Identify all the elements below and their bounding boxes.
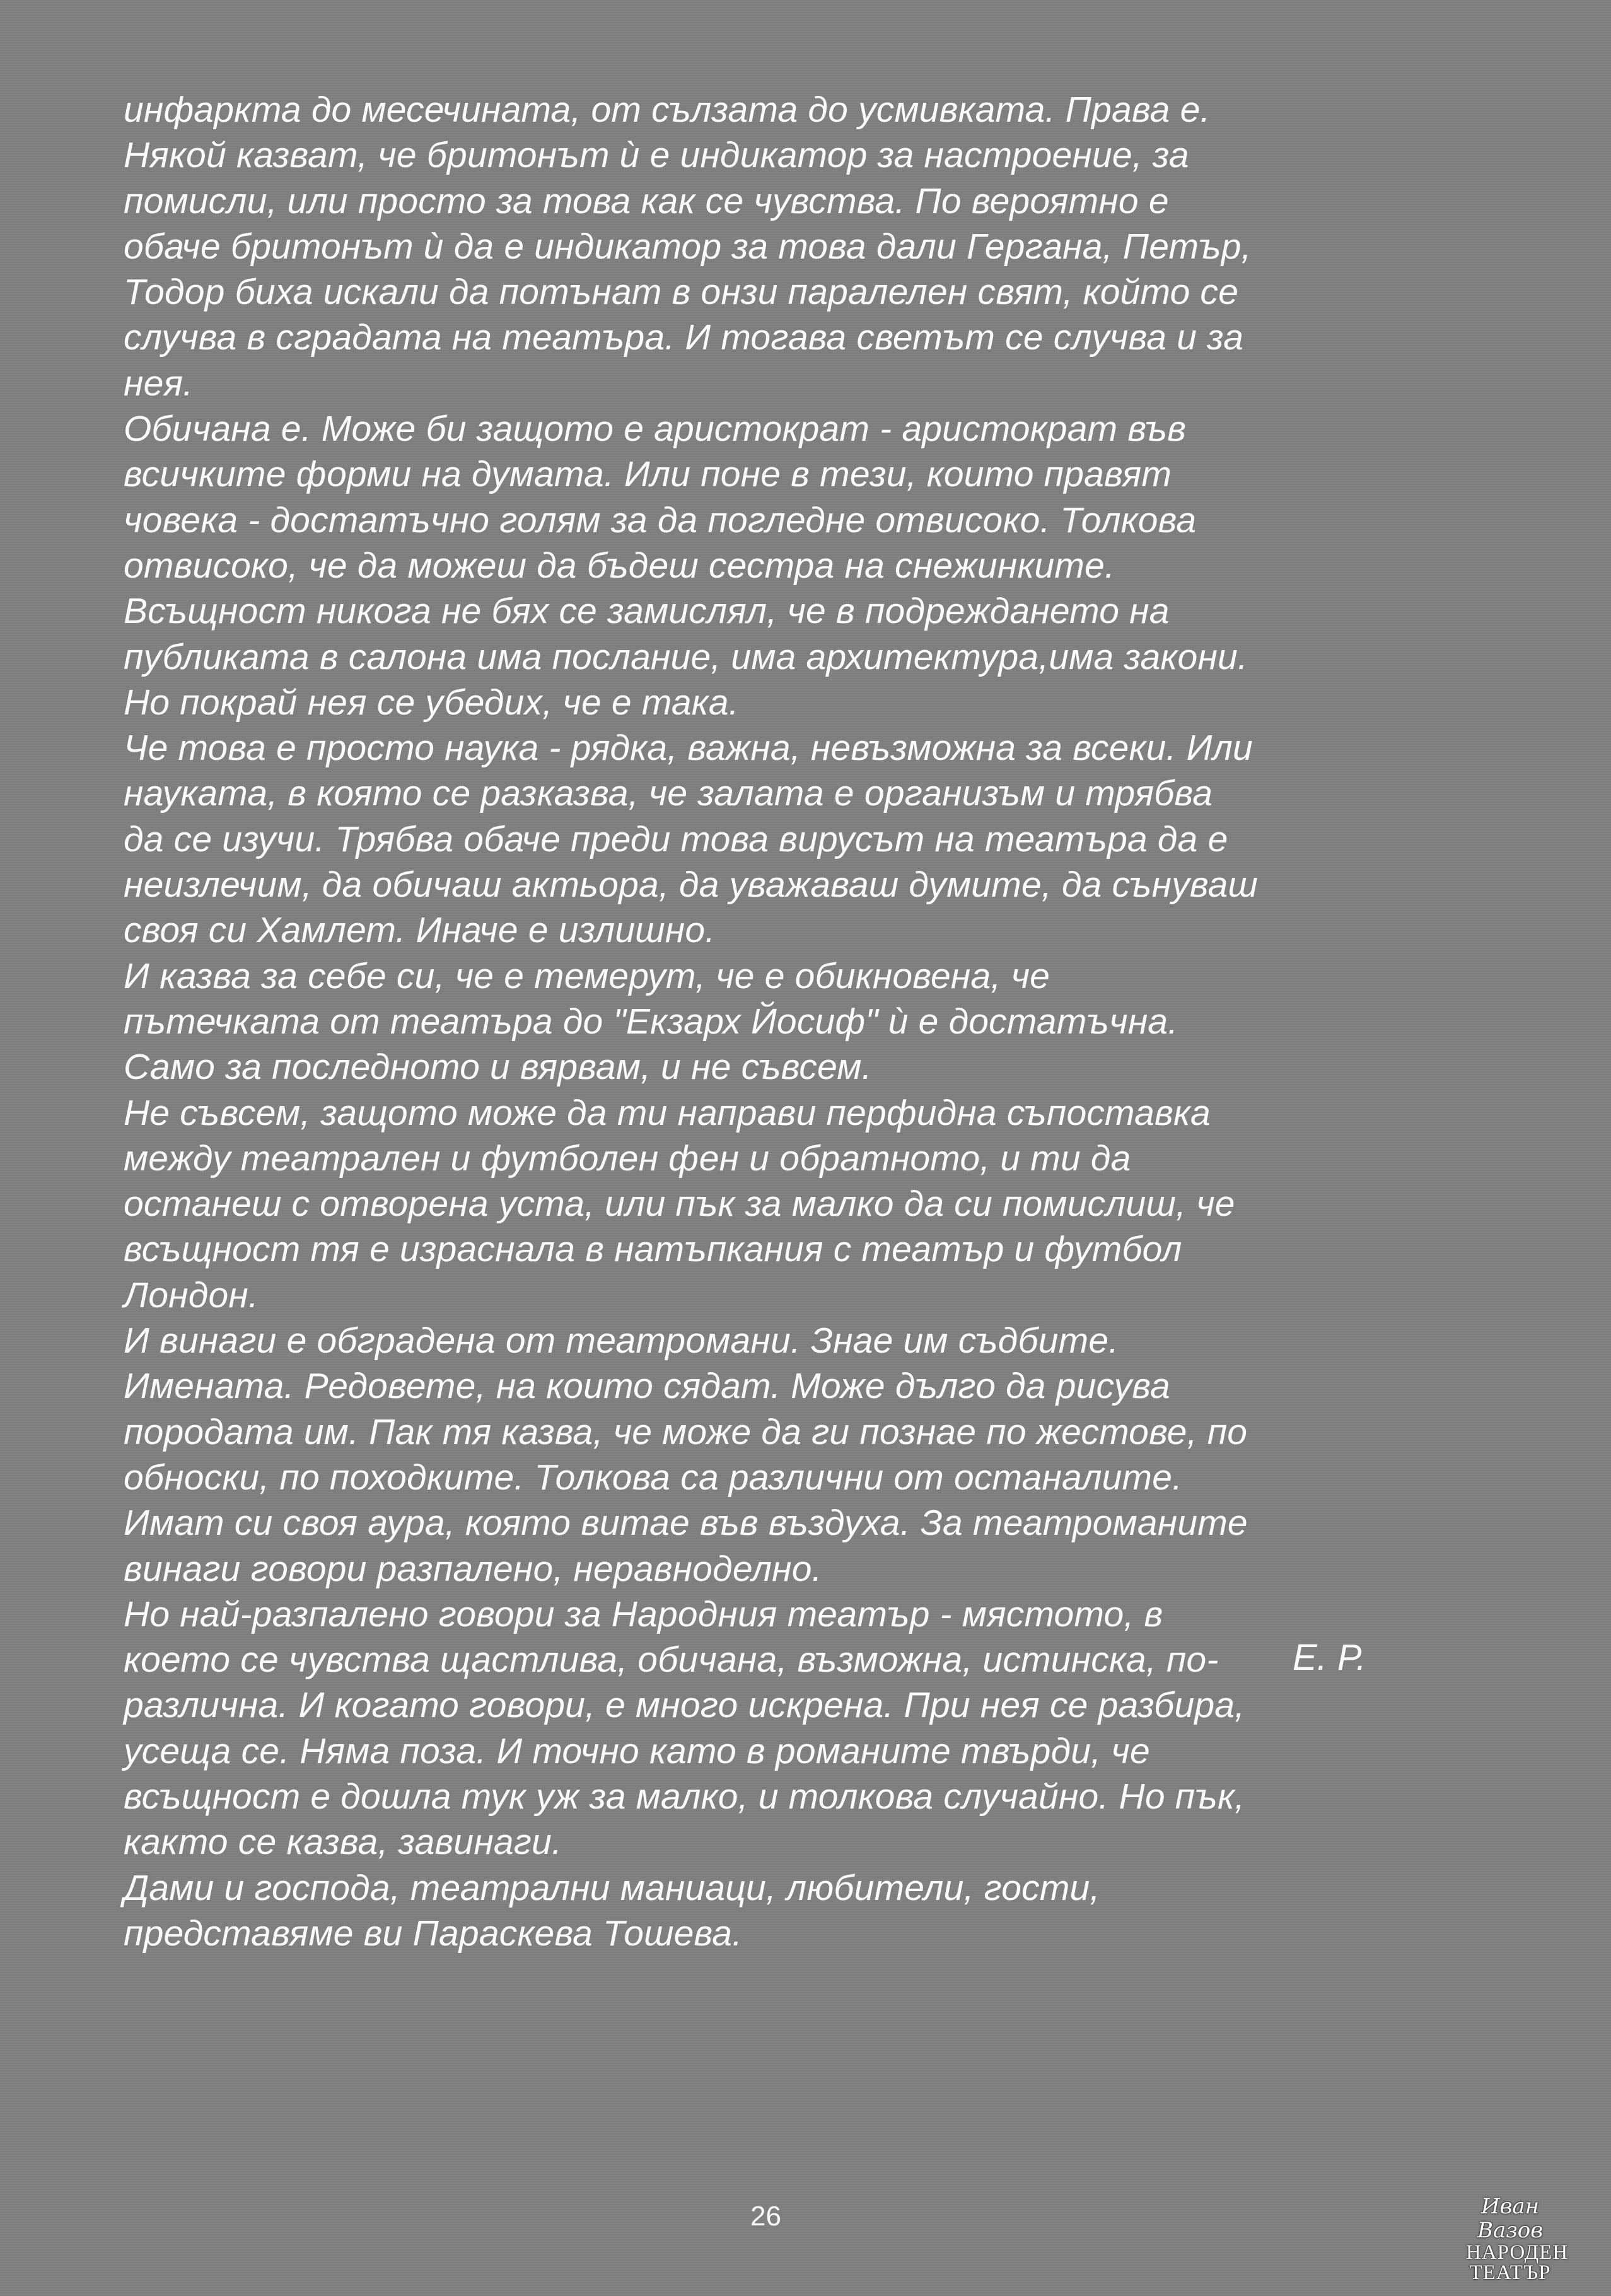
- author-signature: Е. Р.: [1293, 1637, 1366, 1678]
- text-line: Лондон.: [124, 1274, 259, 1315]
- text-line: винаги говори разпалено, неравноделно.: [124, 1548, 822, 1589]
- national-theatre-logo: [1466, 2194, 1569, 2284]
- text-line: Но покрай нея се убедих, че е така.: [124, 682, 739, 723]
- text-line: което се чувства щастлива, обичана, възможна, истинска, по-: [124, 1640, 1219, 1681]
- text-line: както се казва, завинаги.: [124, 1822, 562, 1863]
- text-line: да се изучи. Трябва обаче преди това вирусът на театъра да е: [124, 819, 1228, 860]
- text-line: И казва за себе си, че е темерут, че е обикновена, че: [124, 955, 1050, 996]
- text-line: Имат си своя аура, която витае във въздуха. За театроманите: [124, 1503, 1248, 1544]
- logo-line-1: НАРОДЕН: [1466, 2241, 1569, 2264]
- text-line: Някой казват, че бритонът ѝ е индикатор за настроение, за: [124, 135, 1189, 176]
- article-body: [124, 87, 1448, 1956]
- text-line: породата им. Пак тя казва, че може да ги познае по жестове, по: [124, 1411, 1248, 1452]
- text-line: Имената. Редовете, на които сядат. Може дълго да рисува: [124, 1366, 1170, 1407]
- text-line: случва в сградата на театъра. И тогава светът се случва и за: [124, 317, 1244, 358]
- text-line: Но най-разпалено говори за Народния театър - мястото, в: [124, 1594, 1163, 1635]
- text-line: Обичана е. Може би защото е аристократ - аристократ във: [124, 409, 1187, 450]
- text-line: Само за последното и вярвам, и не съвсем.: [124, 1047, 872, 1088]
- text-line: между театрален и футболен фен и обратното, и ти да: [124, 1138, 1131, 1179]
- text-line: останеш с отворена уста, или пък за малко да си помислиш, че: [124, 1184, 1235, 1225]
- text-line: усеща се. Няма поза. И точно като в романите твърди, че: [124, 1730, 1150, 1771]
- page-number: 26: [750, 2201, 781, 2232]
- text-line: инфаркта до месечината, от сълзата до усмивката. Права е.: [124, 90, 1211, 130]
- text-line: Тодор биха искали да потънат в онзи паралелен свят, който се: [124, 272, 1239, 313]
- text-line: обаче бритонът ѝ да е индикатор за това дали Гергана, Петър,: [124, 226, 1252, 267]
- logo-line-2: ТЕАТЪР: [1469, 2261, 1551, 2284]
- text-line: Че това е просто наука - рядка, важна, невъзможна за всеки. Или: [124, 728, 1253, 769]
- text-line: публиката в салона има послание, има архитектура,има закони.: [124, 636, 1248, 677]
- text-line: пътечката от театъра до "Екзарх Йосиф" ѝ е достатъчна.: [124, 1001, 1178, 1042]
- text-line: помисли, или просто за това как се чувства. По вероятно е: [124, 180, 1169, 221]
- text-line: отвисоко, че да можеш да бъдеш сестра на снежинките.: [124, 545, 1115, 586]
- text-line: всъщност е дошла тук уж за малко, и толкова случайно. Но пък,: [124, 1776, 1245, 1817]
- text-line: всъщност тя е израснала в натъпкания с театър и футбол: [124, 1229, 1182, 1270]
- text-line: И винаги е обградена от театромани. Знае им съдбите.: [124, 1320, 1119, 1361]
- text-line: науката, в която се разказва, че залата е организъм и трябва: [124, 773, 1213, 814]
- text-line: своя си Хамлет. Иначе е излишно.: [124, 910, 716, 951]
- logo-script: Иван Вазов: [1477, 2194, 1544, 2243]
- text-line: Не съвсем, защото може да ти направи перфидна съпоставка: [124, 1092, 1211, 1133]
- text-line: всичките форми на думата. Или поне в тези, които правят: [124, 454, 1172, 495]
- text-line: представяме ви Параскева Тошева.: [124, 1913, 743, 1954]
- text-line: Дами и господа, театрални маниаци, любители, гости,: [124, 1867, 1100, 1908]
- text-line: обноски, по походките. Толкова са различни от останалите.: [124, 1457, 1183, 1498]
- text-line: човека - достатъчно голям за да погледне отвисоко. Толкова: [124, 499, 1197, 540]
- text-line: различна. И когато говори, е много искрена. При нея се разбира,: [124, 1685, 1245, 1726]
- text-line: Всъщност никога не бях се замислял, че в подреждането на: [124, 591, 1170, 632]
- text-line: нея.: [124, 363, 194, 404]
- text-line: неизлечим, да обичаш актьора, да уважаваш думите, да сънуваш: [124, 865, 1259, 906]
